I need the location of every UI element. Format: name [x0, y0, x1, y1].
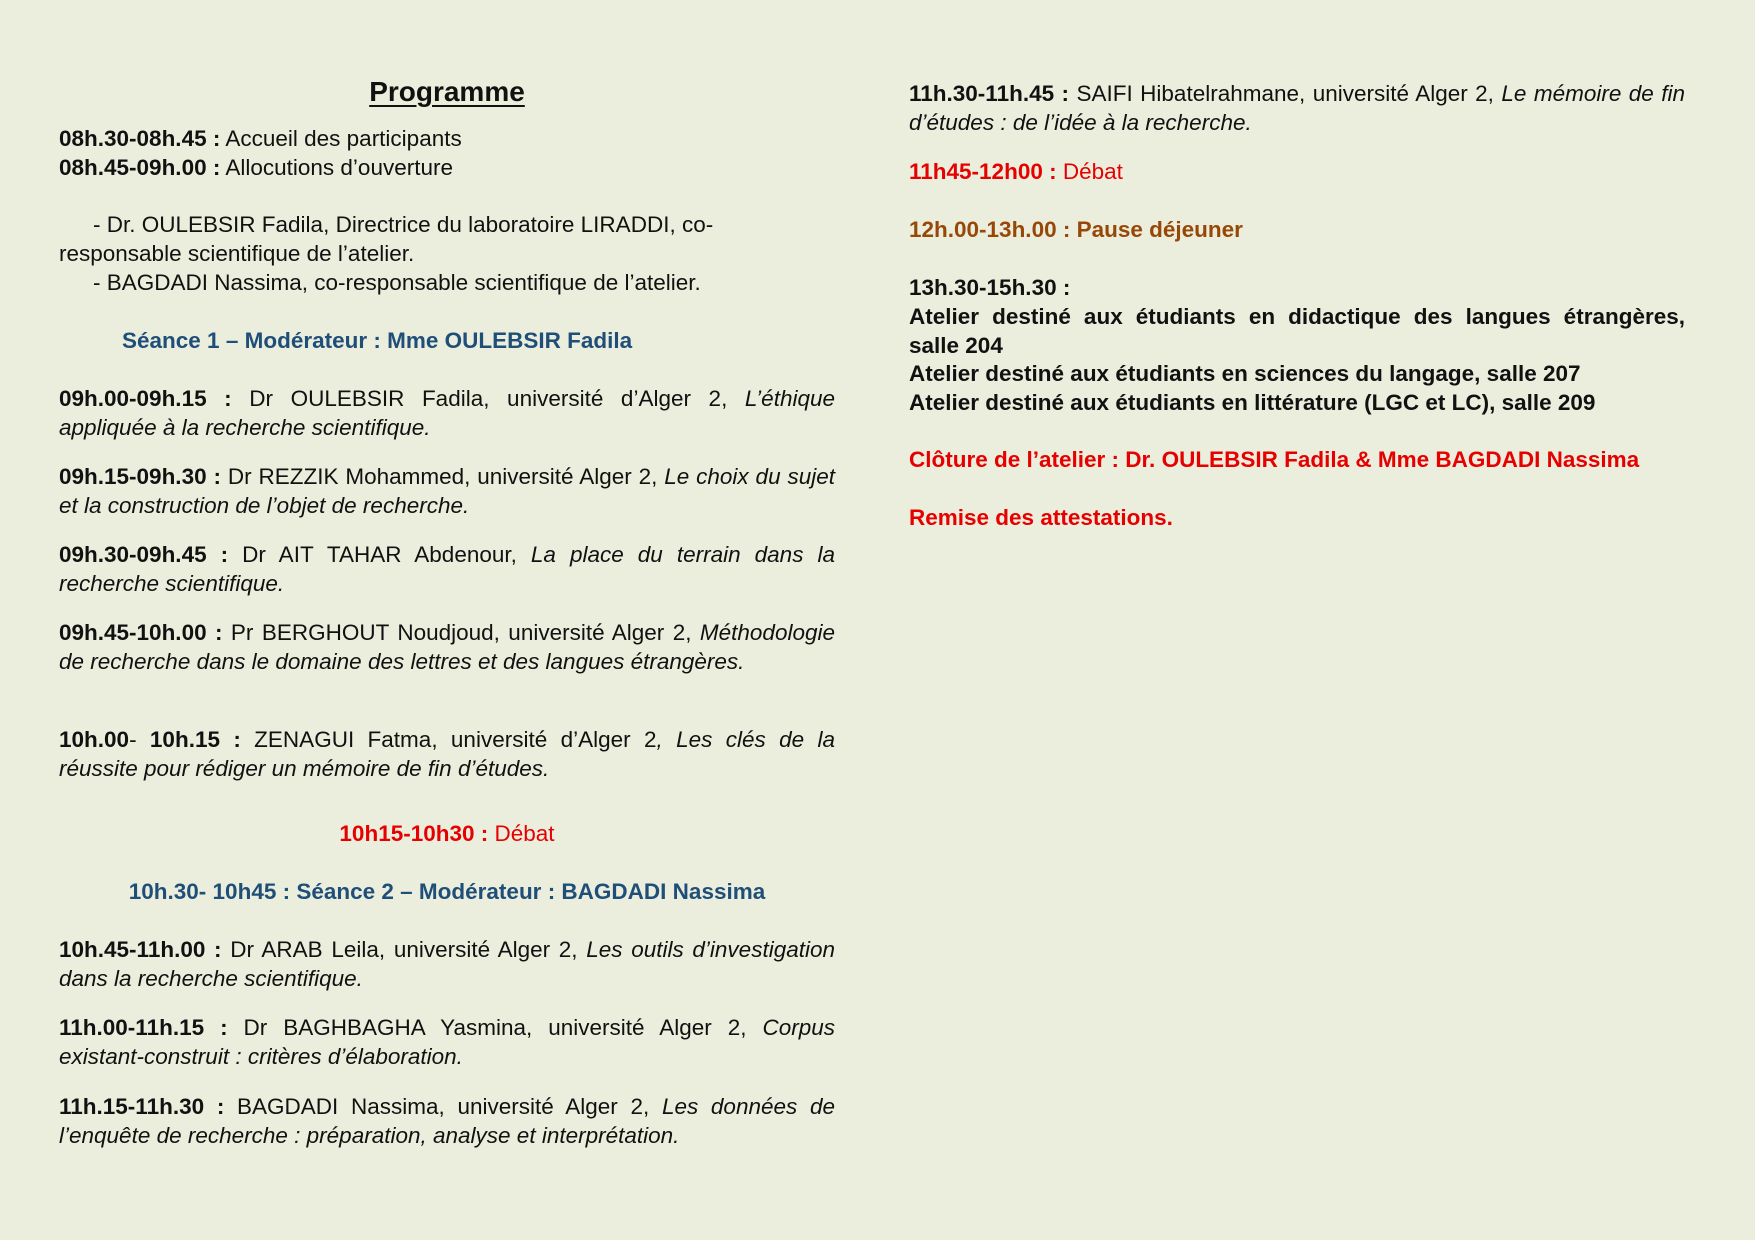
- certificates: Remise des attestations.: [909, 505, 1173, 530]
- speech-line: - BAGDADI Nassima, co-responsable scientifique de l’atelier.: [93, 270, 701, 295]
- lunch-break: 12h.00-13h.00 : Pause déjeuner: [909, 217, 1243, 242]
- speaker: SAIFI Hibatelrahmane, université Alger 2,: [1069, 81, 1502, 106]
- session-2-heading: 10h.30- 10h45 : Séance 2 – Modérateur : BAGDADI Nassima: [128, 879, 766, 904]
- speaker: Pr BERGHOUT Noudjoud, université Alger 2,: [222, 620, 700, 645]
- session-1-heading: Séance 1 – Modérateur : Mme OULEBSIR Fadila: [122, 328, 633, 353]
- debate-1: [59, 819, 835, 848]
- workshop-item: Atelier destiné aux étudiants en sciences du langage, salle 207: [909, 361, 1581, 386]
- time-label: 09h.30-09h.45 :: [59, 542, 229, 567]
- speaker: Dr ARAB Leila, université Alger 2,: [221, 937, 587, 962]
- time-label: 08h.45-09h.00 :: [59, 155, 221, 180]
- time-label: 10h.00: [59, 727, 130, 752]
- speaker: Dr REZZIK Mohammed, université Alger 2,: [220, 464, 665, 489]
- opening-item: [59, 153, 835, 182]
- speech-line: - Dr. OULEBSIR Fadila, Directrice du laboratoire LIRADDI, co-: [93, 212, 714, 237]
- talk-item: [59, 618, 835, 676]
- talk-item: [59, 1092, 835, 1150]
- workshop-item: Atelier destiné aux étudiants en didactique des langues étrangères, salle 204: [909, 304, 1685, 358]
- talk-item: [59, 935, 835, 993]
- time-label: 08h.30-08h.45 :: [59, 126, 221, 151]
- item-text: Allocutions d’ouverture: [220, 155, 453, 180]
- time-label: 11h.00-11h.15 :: [59, 1015, 228, 1040]
- talk-item: [909, 79, 1685, 137]
- debate-2: [909, 157, 1685, 186]
- talk-item: [59, 384, 835, 442]
- time-separator: -: [129, 727, 150, 752]
- time-label: 10h.15 :: [149, 727, 241, 752]
- time-label: 09h.00-09h.15 :: [59, 386, 232, 411]
- time-label: 11h.30-11h.45 :: [909, 81, 1070, 106]
- debate-label: Débat: [1056, 159, 1123, 184]
- time-label: 11h.15-11h.30 :: [59, 1094, 225, 1119]
- item-text: Accueil des participants: [220, 126, 462, 151]
- workshop-item: Atelier destiné aux étudiants en littérature (LGC et LC), salle 209: [909, 390, 1596, 415]
- workshops-time: 13h.30-15h.30 :: [909, 275, 1071, 300]
- time-label: 09h.45-10h.00 :: [59, 620, 223, 645]
- talk-title: Le choix du sujet et la construction de l’objet de recherche.: [59, 464, 835, 518]
- time-label: 10h.45-11h.00 :: [59, 937, 222, 962]
- talk-item: [59, 1013, 835, 1071]
- talk-title: Les outils d’investigation dans la recherche scientifique.: [59, 937, 835, 991]
- talk-item: [59, 540, 835, 598]
- talk-item: [59, 725, 835, 783]
- talk-title: Les données de l’enquête de recherche : préparation, analyse et interprétation.: [59, 1094, 835, 1148]
- speaker: Dr AIT TAHAR Abdenour,: [228, 542, 531, 567]
- closing: Clôture de l’atelier : Dr. OULEBSIR Fadila & Mme BAGDADI Nassima: [909, 447, 1640, 472]
- talk-title: Corpus existant-construit : critères d’élaboration.: [59, 1015, 835, 1069]
- talk-item: [59, 462, 835, 520]
- talk-title: La place du terrain dans la recherche scientifique.: [59, 542, 835, 596]
- speaker: ZENAGUI Fatma, université d’Alger 2: [240, 727, 657, 752]
- speaker: Dr OULEBSIR Fadila, université d’Alger 2,: [231, 386, 745, 411]
- speech-line: responsable scientifique de l’atelier.: [59, 241, 415, 266]
- time-label: 11h45-12h00 :: [909, 159, 1057, 184]
- talk-title: Méthodologie de recherche dans le domaine des lettres et des langues étrangères.: [59, 620, 835, 674]
- speaker: BAGDADI Nassima, université Alger 2,: [224, 1094, 662, 1119]
- time-label: 10h15-10h30 :: [339, 821, 489, 846]
- speaker: Dr BAGHBAGHA Yasmina, université Alger 2,: [227, 1015, 763, 1040]
- talk-title: , Les clés de la réussite pour rédiger un mémoire de fin d’études.: [59, 727, 835, 781]
- time-label: 09h.15-09h.30 :: [59, 464, 221, 489]
- talk-title: L’éthique appliquée à la recherche scientifique.: [59, 386, 835, 440]
- page-title: Programme: [369, 76, 525, 107]
- talk-title: Le mémoire de fin d’études : de l’idée à la recherche.: [909, 81, 1685, 135]
- opening-item: [59, 124, 835, 153]
- debate-label: Débat: [488, 821, 555, 846]
